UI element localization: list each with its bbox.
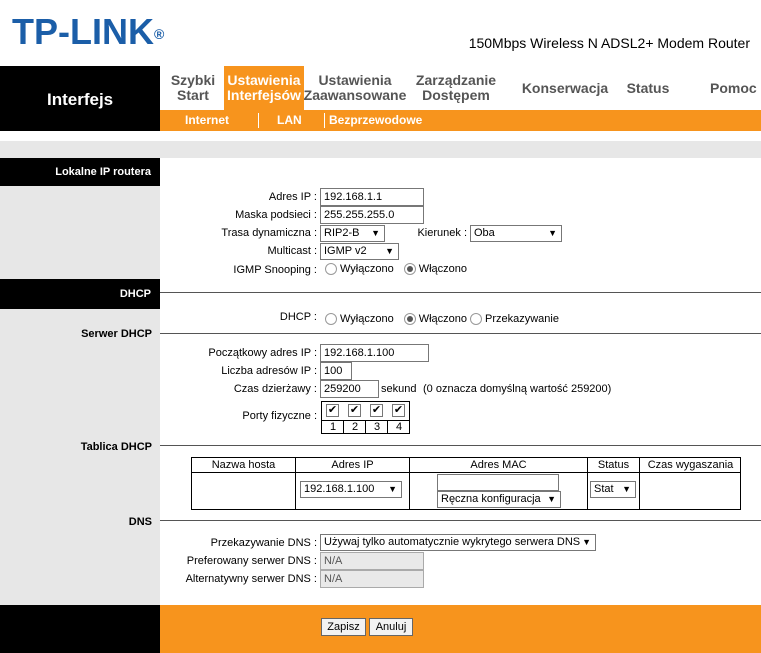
registered-mark: ® <box>153 26 165 42</box>
chevron-down-icon: ▼ <box>371 228 380 238</box>
chevron-down-icon: ▼ <box>547 494 556 504</box>
section-router-ip-title: Lokalne IP routera <box>0 158 160 186</box>
nav-maintenance[interactable]: Konserwacja <box>521 79 609 96</box>
dhcp-table-title: Tablica DHCP <box>80 441 152 453</box>
table-cell-ip <box>296 473 410 510</box>
table-cell-status <box>588 473 640 510</box>
dhcp-mode-label: DHCP : <box>279 311 317 323</box>
port-4-label: 4 <box>395 421 403 433</box>
col-mac-address: Adres MAC <box>410 458 588 473</box>
nav-status[interactable]: Status <box>626 79 670 96</box>
section-divider <box>160 520 761 521</box>
igmp-snooping-options: Wyłączono Włączono <box>325 263 467 275</box>
col-hostname: Nazwa hosta <box>192 458 296 473</box>
dhcp-mode-options: Wyłączono Włączono Przekazywanie <box>325 313 559 325</box>
nav-advanced-setup[interactable]: Ustawienia Zaawansowane <box>303 72 407 103</box>
lease-time-input[interactable]: 259200 <box>320 380 379 398</box>
secondary-dns-input[interactable]: N/A <box>320 570 424 588</box>
port-2-checkbox[interactable]: ✔ <box>349 404 360 416</box>
section-divider <box>160 292 761 293</box>
nav-access-management[interactable]: Zarządzanie Dostępem <box>415 72 497 103</box>
subnav-wireless[interactable]: Bezprzewodowe <box>329 113 423 127</box>
table-status-select[interactable]: Stat ▼ <box>590 481 636 498</box>
port-2-label: 2 <box>351 421 359 433</box>
section-dhcp-title: DHCP <box>0 279 160 309</box>
content-top-strip <box>0 141 761 158</box>
table-cell-mac <box>410 473 588 510</box>
port-3-checkbox[interactable]: ✔ <box>371 404 382 416</box>
model-name: 150Mbps Wireless N ADSL2+ Modem Router <box>468 35 750 51</box>
lease-time-note: (0 oznacza domyślną wartość 259200) <box>423 383 612 395</box>
table-cell-hostname <box>192 473 296 510</box>
col-status: Status <box>588 458 640 473</box>
lease-time-unit: sekund <box>381 383 417 395</box>
footer-bar <box>160 605 761 653</box>
direction-label: Kierunek : <box>417 227 467 239</box>
ip-count-label: Liczba adresów IP : <box>221 365 317 377</box>
subnav-separator <box>324 113 325 128</box>
dns-relay-select[interactable]: Używaj tylko automatycznie wykrytego serwera DNS ▼ <box>320 534 596 551</box>
multicast-label: Multicast : <box>267 245 317 257</box>
ip-address-label: Adres IP : <box>268 191 317 203</box>
igmp-snooping-label: IGMP Snooping : <box>233 264 317 276</box>
table-ip-select[interactable]: 192.168.1.100 ▼ <box>300 481 402 498</box>
chevron-down-icon: ▼ <box>388 484 397 494</box>
section-divider <box>160 333 761 334</box>
dns-relay-label: Przekazywanie DNS : <box>210 537 317 549</box>
sub-nav <box>160 110 761 131</box>
subnet-mask-input[interactable]: 255.255.255.0 <box>320 206 424 224</box>
multicast-select[interactable]: IGMP v2 ▼ <box>320 243 399 260</box>
port-3-label: 3 <box>373 421 381 433</box>
left-column <box>0 158 160 605</box>
tp-link-logo <box>12 12 164 52</box>
direction-select[interactable]: Oba ▼ <box>470 225 562 242</box>
save-button[interactable]: Zapisz <box>321 618 366 636</box>
port-1-checkbox[interactable]: ✔ <box>327 404 338 416</box>
subnav-separator <box>258 113 259 128</box>
port-1-label: 1 <box>329 421 337 433</box>
ip-address-input[interactable]: 192.168.1.1 <box>320 188 424 206</box>
igmp-off-radio[interactable] <box>325 263 337 275</box>
dynamic-route-label: Trasa dynamiczna : <box>221 227 317 239</box>
subnav-internet[interactable]: Internet <box>185 113 230 127</box>
dhcp-relay-radio[interactable] <box>470 313 482 325</box>
primary-dns-input[interactable]: N/A <box>320 552 424 570</box>
dhcp-table <box>191 457 741 510</box>
primary-dns-label: Preferowany serwer DNS : <box>186 555 317 567</box>
subnav-lan[interactable]: LAN <box>277 113 302 127</box>
nav-interface-setup[interactable]: Ustawienia Interfejsów <box>224 66 304 110</box>
table-mac-mode-select[interactable]: Ręczna konfiguracja ▼ <box>437 491 561 508</box>
col-expiry: Czas wygaszania <box>640 458 741 473</box>
port-4-checkbox[interactable]: ✔ <box>393 404 404 416</box>
physical-ports-label: Porty fizyczne : <box>242 410 317 422</box>
cancel-button[interactable]: Anuluj <box>369 618 413 636</box>
lease-time-label: Czas dzierżawy : <box>233 383 317 395</box>
dhcp-off-radio[interactable] <box>325 313 337 325</box>
footer-left <box>0 605 160 653</box>
secondary-dns-label: Alternatywny serwer DNS : <box>185 573 317 585</box>
chevron-down-icon: ▼ <box>548 228 557 238</box>
table-cell-expiry <box>640 473 741 510</box>
subnet-mask-label: Maska podsieci : <box>235 209 317 221</box>
table-mac-input[interactable] <box>437 474 559 491</box>
nav-section-title: Interfejs <box>0 66 160 131</box>
igmp-on-radio[interactable] <box>404 263 416 275</box>
section-divider <box>160 445 761 446</box>
physical-ports-grid <box>321 401 410 434</box>
col-ip-address: Adres IP <box>296 458 410 473</box>
dynamic-route-select[interactable]: RIP2-B ▼ <box>320 225 385 242</box>
chevron-down-icon: ▼ <box>385 246 394 256</box>
nav-help[interactable]: Pomoc <box>710 79 757 96</box>
section-dns-title: DNS <box>128 516 152 528</box>
start-ip-label: Początkowy adres IP : <box>208 347 317 359</box>
start-ip-input[interactable]: 192.168.1.100 <box>320 344 429 362</box>
ip-count-input[interactable]: 100 <box>320 362 352 380</box>
nav-quick-start[interactable]: Szybki Start <box>170 72 216 103</box>
dhcp-server-title: Serwer DHCP <box>81 328 152 340</box>
main-nav <box>160 66 761 110</box>
chevron-down-icon: ▼ <box>582 537 591 547</box>
chevron-down-icon: ▼ <box>622 484 631 494</box>
dhcp-on-radio[interactable] <box>404 313 416 325</box>
logo-text: TP-LINK <box>12 11 154 52</box>
